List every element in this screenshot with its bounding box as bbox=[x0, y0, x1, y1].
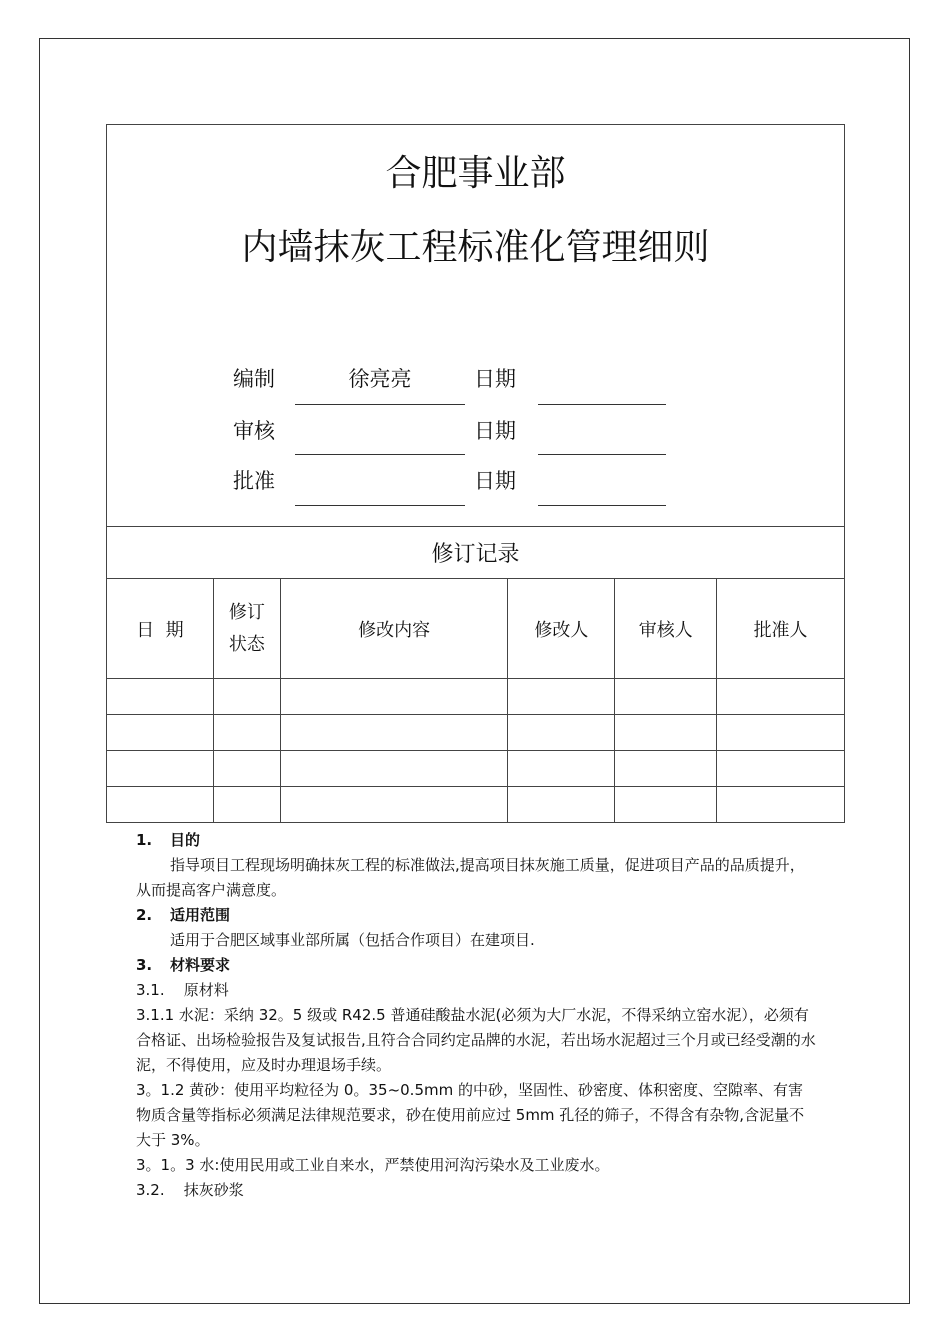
header-reviewer: 审核人 bbox=[615, 579, 717, 679]
approver-line bbox=[295, 505, 465, 506]
section-2-heading bbox=[136, 903, 816, 928]
table-row bbox=[107, 679, 845, 715]
table-cell bbox=[717, 787, 845, 823]
revision-title: 修订记录 bbox=[107, 527, 845, 579]
compile-date-label: 日期 bbox=[474, 367, 516, 391]
table-cell bbox=[508, 679, 615, 715]
table-cell bbox=[280, 679, 508, 715]
section-3-title: 材料要求 bbox=[170, 956, 231, 974]
section-3-heading bbox=[136, 953, 816, 978]
approve-label: 批准 bbox=[233, 469, 275, 493]
review-date-line bbox=[538, 454, 666, 455]
table-cell bbox=[717, 751, 845, 787]
review-label: 审核 bbox=[233, 419, 275, 443]
table-cell bbox=[213, 679, 280, 715]
signature-row-compile bbox=[107, 363, 844, 403]
cover-block bbox=[106, 124, 845, 527]
section-1-heading bbox=[136, 828, 816, 853]
document-body bbox=[136, 828, 816, 1203]
table-cell bbox=[107, 679, 214, 715]
table-cell bbox=[213, 715, 280, 751]
table-cell bbox=[280, 715, 508, 751]
section-2-text: 适用于合肥区域事业部所属（包括合作项目）在建项目. bbox=[170, 931, 535, 949]
compiler-name: 徐亮亮 bbox=[348, 367, 412, 391]
table-cell bbox=[280, 787, 508, 823]
revision-table bbox=[106, 527, 845, 823]
table-cell bbox=[717, 679, 845, 715]
section-3-2: 3.2. 抹灰砂浆 bbox=[136, 1181, 244, 1199]
review-date-label: 日期 bbox=[474, 419, 516, 443]
header-status-top: 修订 bbox=[228, 601, 265, 623]
header-modifier: 修改人 bbox=[508, 579, 615, 679]
table-cell bbox=[280, 751, 508, 787]
section-1-title: 目的 bbox=[170, 831, 201, 849]
section-3-number: 3. bbox=[136, 956, 153, 974]
table-cell bbox=[615, 679, 717, 715]
section-3-1-3: 3。1。3 水:使用民用或工业自来水，严禁使用河沟污染水及工业废水。 bbox=[136, 1156, 610, 1174]
header-approver: 批准人 bbox=[717, 579, 845, 679]
reviewer-line bbox=[295, 454, 465, 455]
table-cell bbox=[107, 787, 214, 823]
section-3-1-1: 3.1.1 水泥：采纳 32。5 级或 R42.5 普通硅酸盐水泥(必须为大厂水泥，不得采纳立窑水泥），必须有合格证、出场检验报告及复试报告,且符合合同约定品牌的水泥，若出场水泥超过三个月或已经受潮的水泥，不得使用，应及时办理退场手续。 bbox=[136, 1006, 816, 1074]
revision-header-row bbox=[107, 579, 845, 679]
document-title: 内墙抹灰工程标准化管理细则 bbox=[241, 227, 710, 268]
approve-date-label: 日期 bbox=[474, 469, 516, 493]
table-cell bbox=[508, 715, 615, 751]
table-cell bbox=[213, 751, 280, 787]
table-row bbox=[107, 751, 845, 787]
table-row bbox=[107, 787, 845, 823]
compile-label: 编制 bbox=[233, 367, 275, 391]
signature-row-approve bbox=[107, 465, 844, 505]
section-1-number: 1. bbox=[136, 831, 153, 849]
header-date: 日 期 bbox=[107, 579, 214, 679]
department-title: 合肥事业部 bbox=[385, 153, 566, 194]
section-2-title: 适用范围 bbox=[170, 906, 231, 924]
header-content: 修改内容 bbox=[280, 579, 508, 679]
table-cell bbox=[213, 787, 280, 823]
approve-date-line bbox=[538, 505, 666, 506]
table-cell bbox=[107, 715, 214, 751]
section-3-1-2: 3。1.2 黄砂：使用平均粒径为 0。35~0.5mm 的中砂，坚固性、砂密度、体积密度、空隙率、有害物质含量等指标必须满足法律规范要求，砂在使用前应过 5mm 孔径的筛子，不得含有杂物,含泥量不大于 3%。 bbox=[136, 1081, 805, 1149]
table-cell bbox=[615, 787, 717, 823]
header-status bbox=[213, 579, 280, 679]
section-1-text: 指导项目工程现场明确抹灰工程的标准做法,提高项目抹灰施工质量，促进项目产品的品质提升，从而提高客户满意度。 bbox=[136, 856, 805, 899]
table-cell bbox=[615, 715, 717, 751]
table-cell bbox=[508, 787, 615, 823]
compiler-line bbox=[295, 404, 465, 405]
table-cell bbox=[615, 751, 717, 787]
revision-record bbox=[106, 527, 845, 827]
table-cell bbox=[107, 751, 214, 787]
table-cell bbox=[508, 751, 615, 787]
section-2-number: 2. bbox=[136, 906, 153, 924]
section-3-1: 3.1. 原材料 bbox=[136, 981, 229, 999]
compile-date-line bbox=[538, 404, 666, 405]
table-cell bbox=[717, 715, 845, 751]
table-row bbox=[107, 715, 845, 751]
signature-row-review bbox=[107, 415, 844, 455]
header-status-bottom: 状态 bbox=[228, 633, 265, 655]
